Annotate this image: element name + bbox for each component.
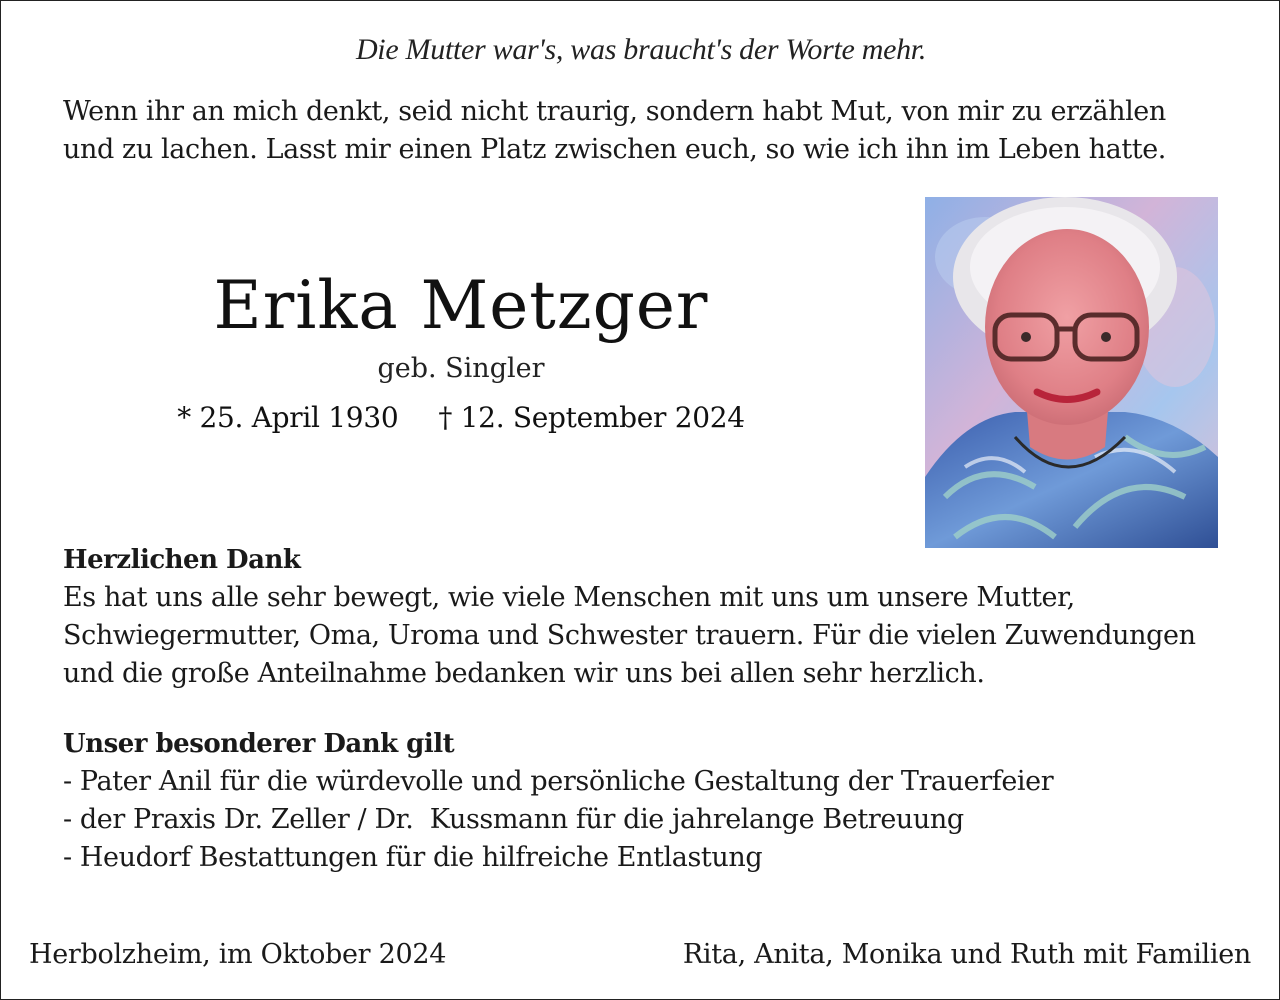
thanks-heading: Herzlichen Dank (63, 545, 301, 575)
special-thanks-item: - der Praxis Dr. Zeller / Dr. Kussmann für die jahrelange Betreuung (63, 804, 964, 835)
deceased-name: Erika Metzger (213, 267, 709, 344)
special-thanks-section (63, 725, 1243, 877)
maiden-name: geb. Singler (377, 353, 545, 384)
portrait-photo (925, 197, 1218, 548)
poem-line: und zu lachen. Lasst mir einen Platz zwischen euch, so wie ich ihn im Leben hatte. (63, 134, 1166, 165)
life-dates (1, 401, 921, 434)
poem (63, 93, 1233, 169)
special-thanks-heading: Unser besonderer Dank gilt (63, 729, 455, 759)
poem-line: Wenn ihr an mich denkt, seid nicht traurig, sondern habt Mut, von mir zu erzählen (63, 96, 1166, 127)
birth-date: * 25. April 1930 (177, 401, 399, 434)
family-signature: Rita, Anita, Monika und Ruth mit Familien (682, 939, 1251, 970)
death-date: † 12. September 2024 (438, 401, 745, 434)
thanks-section (63, 541, 1243, 693)
motto-quote: Die Mutter war's, was braucht's der Worte mehr. (355, 33, 927, 66)
thanks-line: Schwiegermutter, Oma, Uroma und Schwester trauern. Für die vielen Zuwendungen (63, 620, 1196, 651)
portrait-photo-image (925, 197, 1218, 548)
special-thanks-item: - Pater Anil für die würdevolle und persönliche Gestaltung der Trauerfeier (63, 766, 1054, 797)
thanks-line: und die große Anteilnahme bedanken wir uns bei allen sehr herzlich. (63, 658, 985, 689)
special-thanks-item: - Heudorf Bestattungen für die hilfreiche Entlastung (63, 842, 763, 873)
thanks-line: Es hat uns alle sehr bewegt, wie viele Menschen mit uns um unsere Mutter, (63, 582, 1075, 613)
place-and-date: Herbolzheim, im Oktober 2024 (29, 939, 447, 970)
